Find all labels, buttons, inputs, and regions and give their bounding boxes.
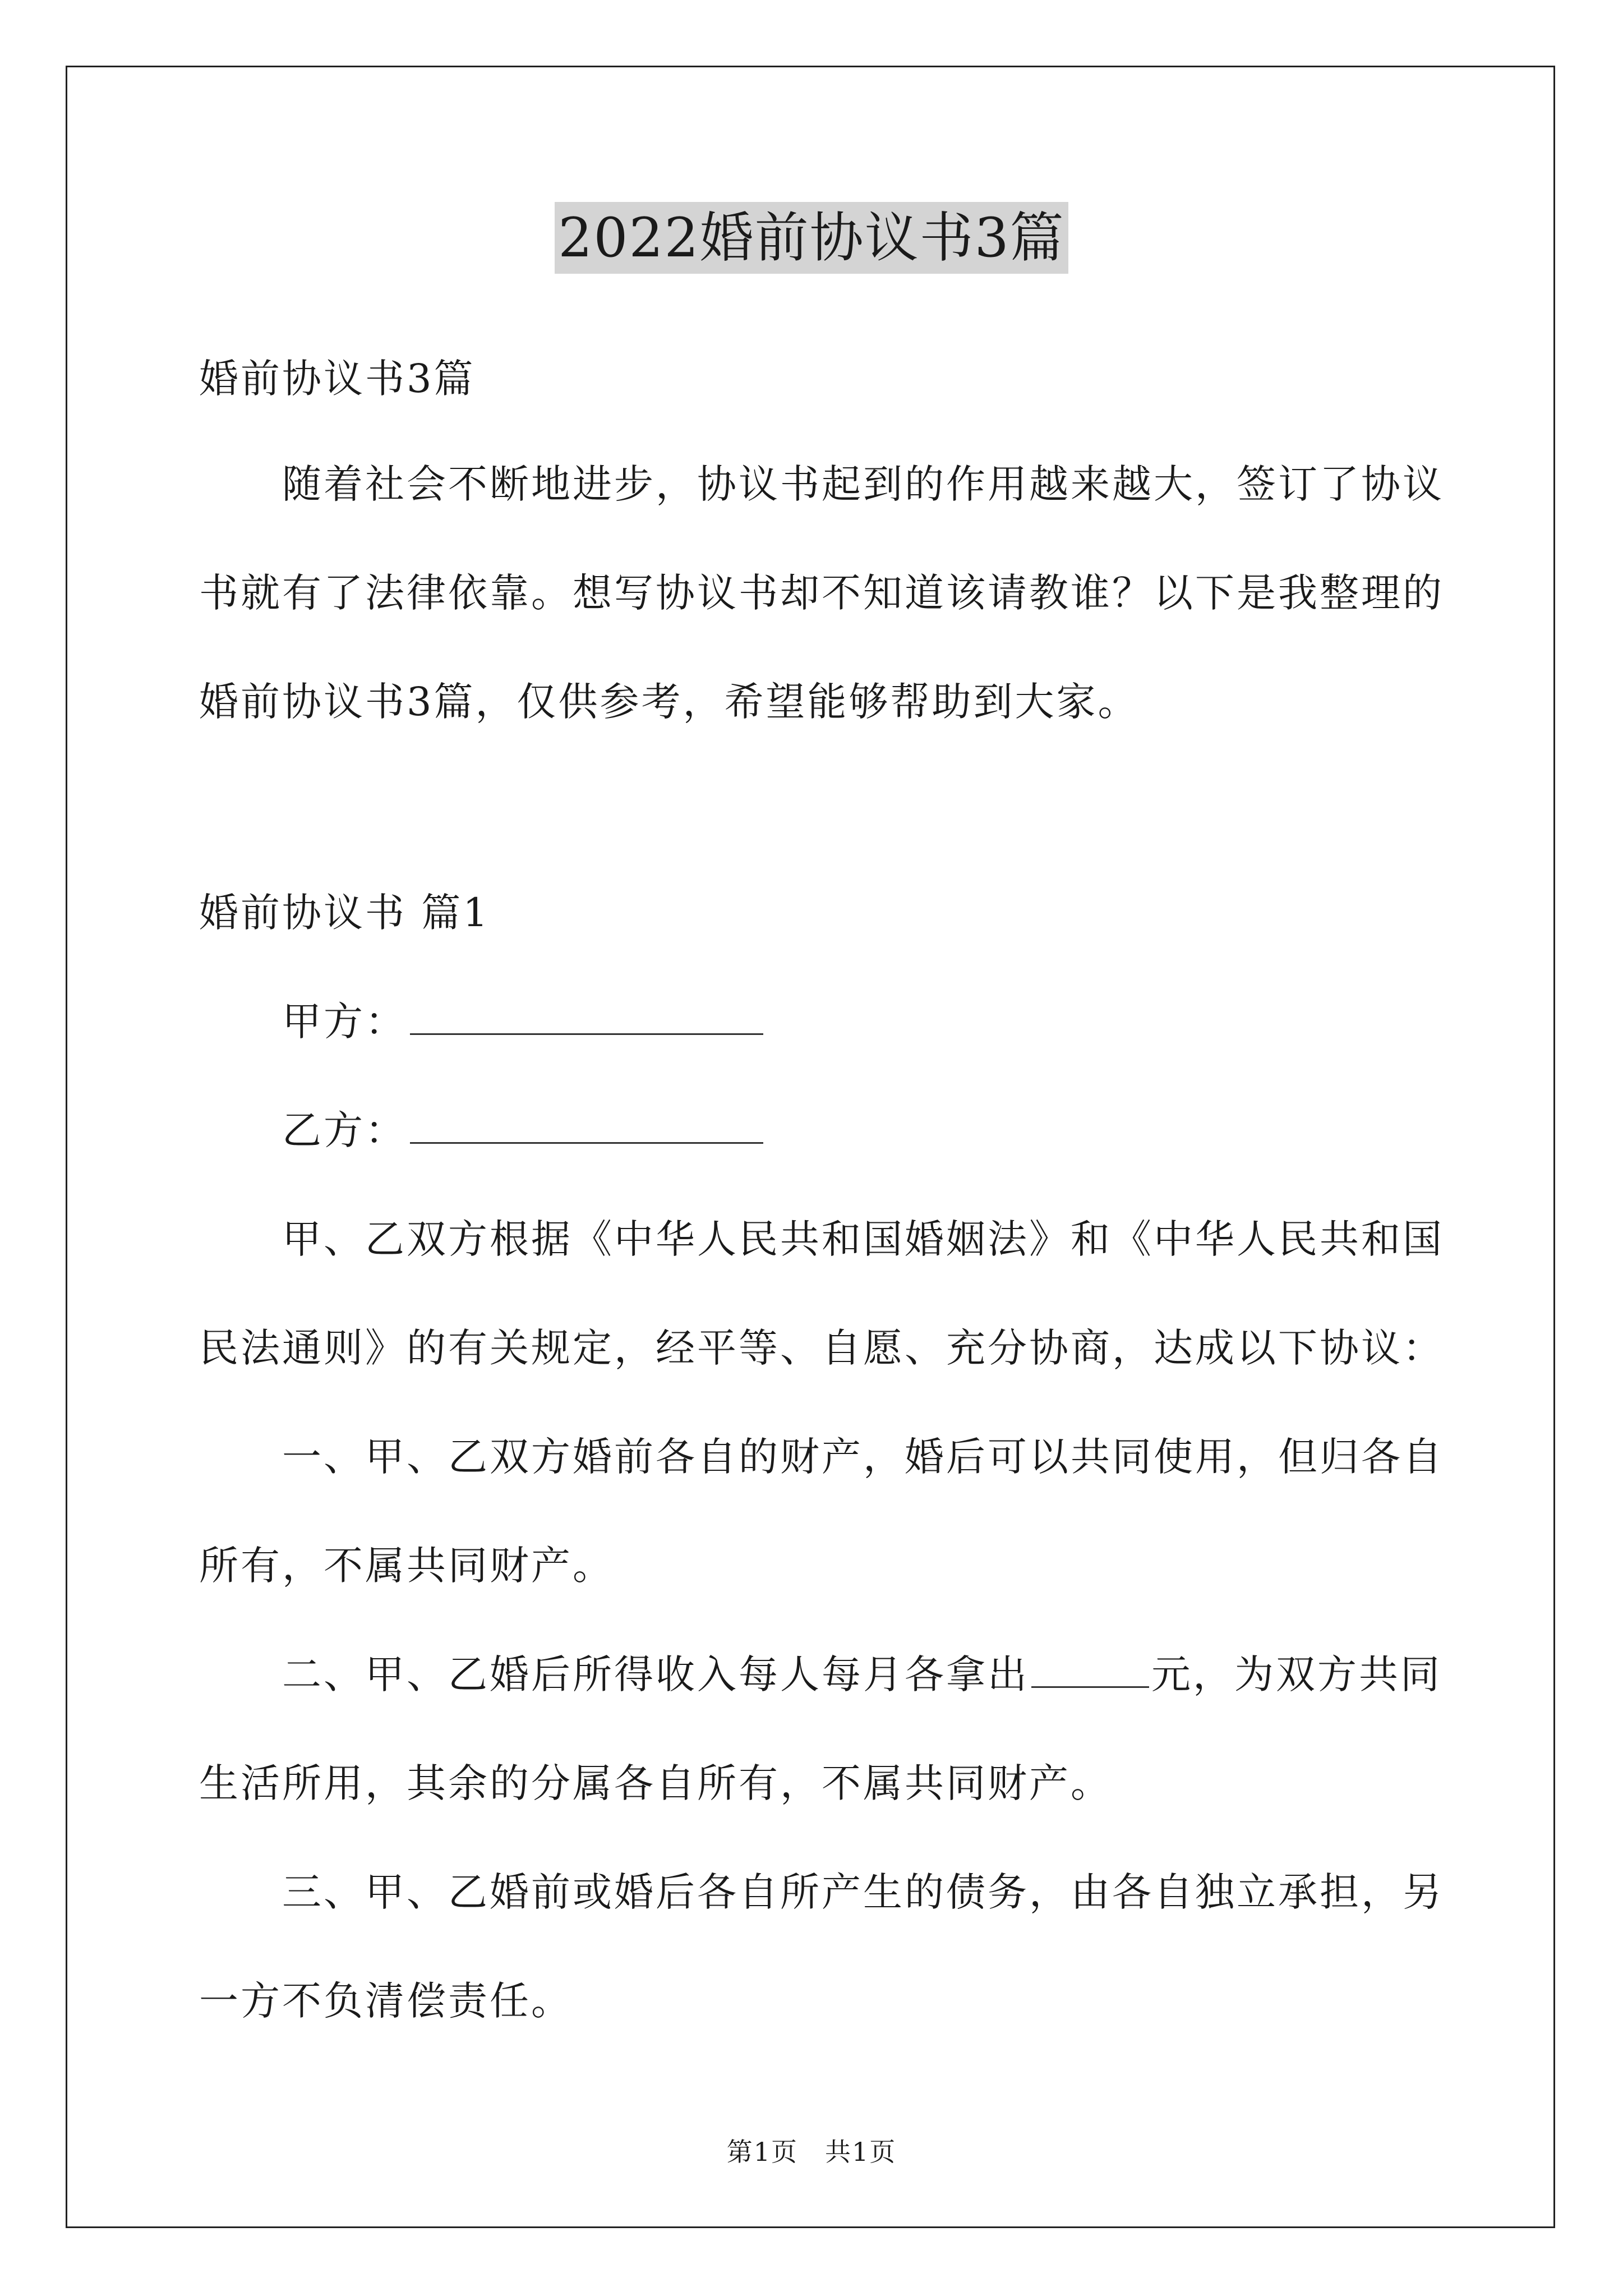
clause-2-text-before: 二、甲、乙婚后所得收入每人每月各拿出 [282,1651,1029,1697]
basis-line-1: 甲、乙双方根据《中华人民共和国婚姻法》和《中华人民共和国 [282,1216,1444,1262]
party-a-blank [410,997,763,1035]
intro-line-3: 婚前协议书3篇，仅供参考，希望能够帮助到大家。 [199,679,1140,725]
document-title: 2022婚前协议书3篇 [555,202,1068,274]
clause-1-line-1: 一、甲、乙双方婚前各自的财产，婚后可以共同使用，但归各自 [282,1434,1444,1480]
document-subtitle: 婚前协议书3篇 [199,356,476,402]
title-container [0,202,1623,274]
party-b-blank [410,1106,763,1144]
party-b-label: 乙方： [282,1107,407,1153]
party-b-row [282,1105,763,1156]
party-a-row [282,996,763,1047]
page-footer: 第1页 共1页 [726,2137,897,2167]
intro-line-1: 随着社会不断地进步，协议书起到的作用越来越大，签订了协议 [282,461,1444,507]
clause-3-line-1: 三、甲、乙婚前或婚后各自所产生的债务，由各自独立承担，另 [282,1869,1444,1915]
clause-1-line-2: 所有，不属共同财产。 [199,1543,614,1589]
clause-2-line-1 [282,1649,1442,1700]
intro-line-2: 书就有了法律依靠。想写协议书却不知道该请教谁？以下是我整理的 [199,570,1444,616]
basis-line-2: 民法通则》的有关规定，经平等、自愿、充分协商，达成以下协议： [199,1325,1444,1371]
clause-3-line-2: 一方不负清偿责任。 [199,1978,573,2024]
section-heading: 婚前协议书 篇1 [199,890,490,936]
party-a-label: 甲方： [282,999,407,1045]
amount-blank [1031,1650,1149,1688]
clause-2-line-2: 生活所用，其余的分属各自所有，不属共同财产。 [199,1760,1112,1806]
clause-2-text-after: 元，为双方共同 [1151,1651,1442,1697]
